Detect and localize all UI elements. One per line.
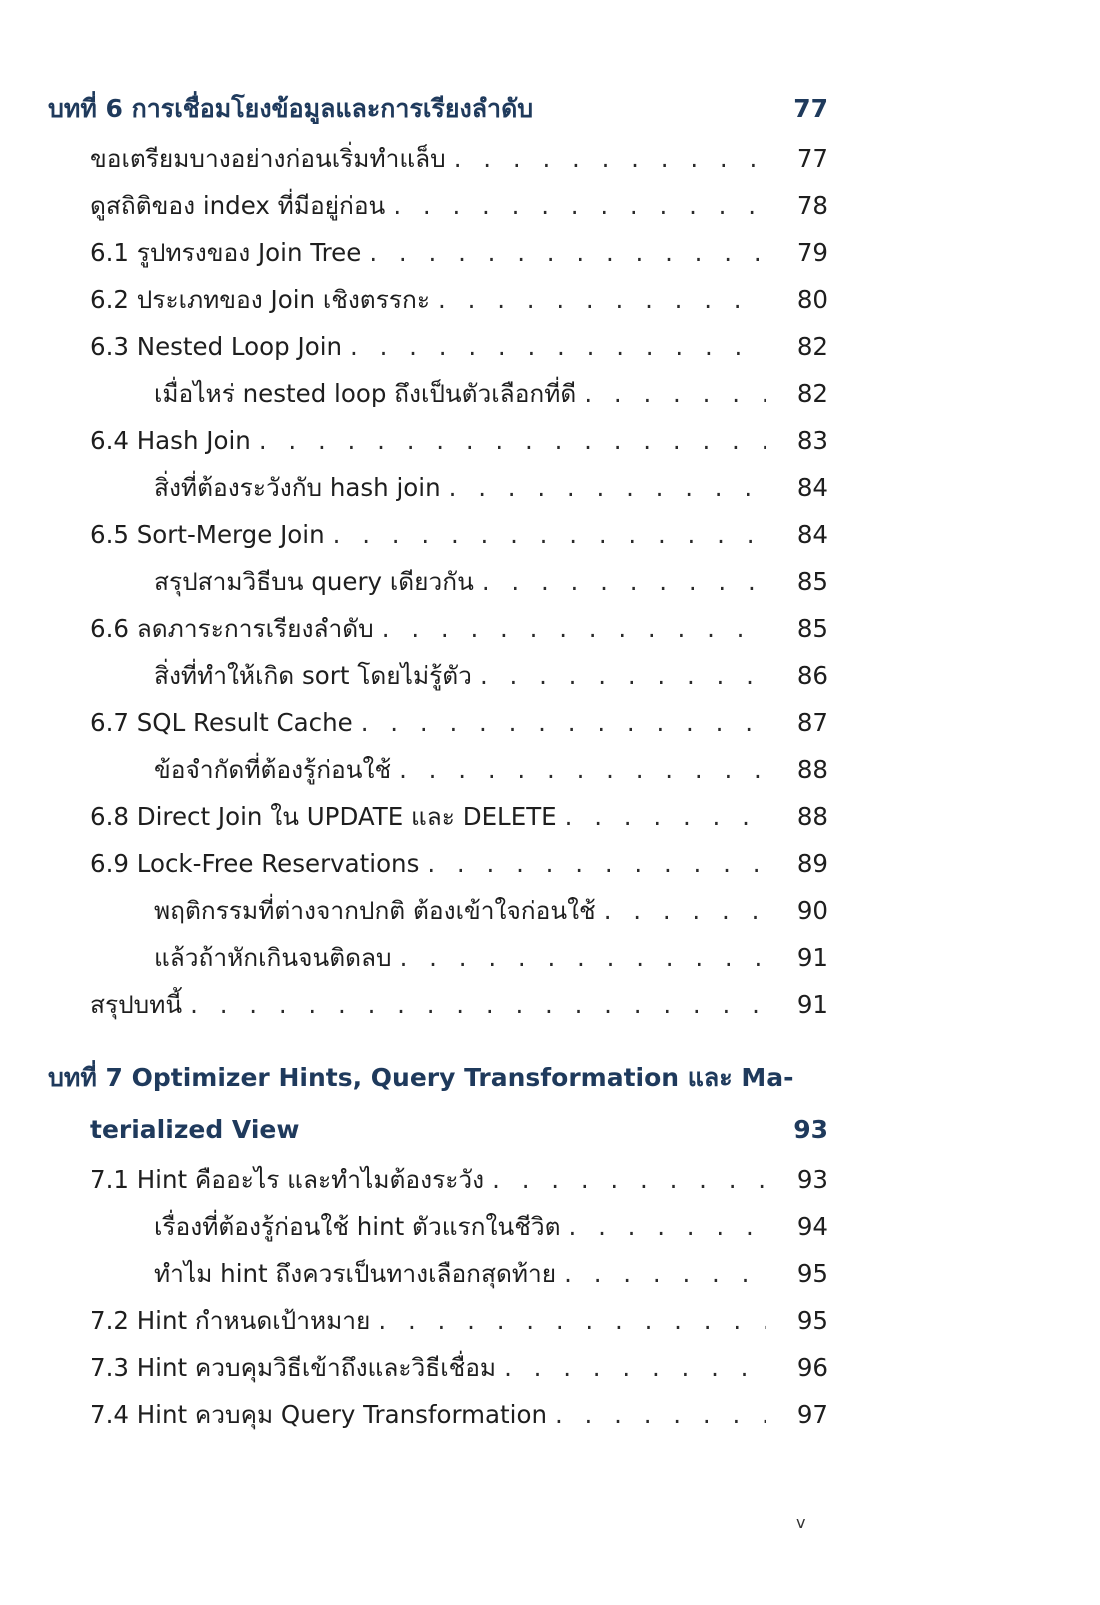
entry-title: สรุปสามวิธีบน query เดียวกัน: [154, 567, 474, 596]
entry-page-number: 83: [796, 426, 828, 455]
toc-subentry[interactable]: [48, 464, 828, 511]
entry-title: 6.4 Hash Join: [90, 426, 251, 455]
dot-leader: [392, 934, 766, 981]
entry-page-number: 90: [796, 896, 828, 925]
entry-title: 6.7 SQL Result Cache: [90, 708, 353, 737]
toc-entry[interactable]: [48, 511, 828, 558]
toc-entry[interactable]: [48, 1344, 828, 1391]
chapter-6-heading[interactable]: [48, 83, 828, 135]
dot-leader: [325, 511, 766, 558]
entry-title: 7.1 Hint คืออะไร และทำไมต้องระวัง: [90, 1165, 485, 1194]
entry-title: เรื่องที่ต้องรู้ก่อนใช้ hint ตัวแรกในชีวิต: [154, 1212, 561, 1241]
entry-title: 7.2 Hint กำหนดเป้าหมาย: [90, 1306, 371, 1335]
entry-page-number: 91: [796, 990, 828, 1019]
dot-leader: [391, 746, 766, 793]
dot-leader: [446, 135, 766, 182]
entry-title: 6.3 Nested Loop Join: [90, 332, 343, 361]
dot-leader: [596, 887, 766, 934]
dot-leader: [385, 182, 766, 229]
toc-entry[interactable]: [48, 793, 828, 840]
entry-page-number: 97: [796, 1400, 828, 1429]
entry-page-number: 85: [796, 567, 828, 596]
dot-leader: [547, 1391, 766, 1438]
entry-page-number: 88: [796, 802, 828, 831]
dot-leader: [182, 981, 766, 1028]
entry-page-number: 95: [796, 1306, 828, 1335]
dot-leader: [370, 1297, 766, 1344]
chapter-page-number: 77: [793, 94, 828, 123]
dot-leader: [353, 699, 766, 746]
entry-title: สิ่งที่ต้องระวังกับ hash join: [154, 473, 441, 502]
dot-leader: [474, 558, 766, 605]
entry-page-number: 95: [796, 1259, 828, 1288]
entry-title: สิ่งที่ทำให้เกิด sort โดยไม่รู้ตัว: [154, 661, 472, 690]
dot-leader: [556, 1250, 766, 1297]
entry-page-number: 93: [796, 1165, 828, 1194]
chapter-title-line-2: [48, 1104, 828, 1156]
chapter-title-part-1: บทที่ 7 Optimizer Hints, Query Transformation และ Ma-: [48, 1063, 794, 1092]
dot-leader: [342, 323, 766, 370]
chapter-6-entries: [48, 135, 828, 1028]
dot-leader: [484, 1156, 766, 1203]
dot-leader: [496, 1344, 766, 1391]
toc-subentry[interactable]: [48, 1203, 828, 1250]
chapter-title-part-2: terialized View: [90, 1115, 300, 1144]
toc-subentry[interactable]: [48, 1250, 828, 1297]
entry-page-number: 89: [796, 849, 828, 878]
toc-entry[interactable]: [48, 981, 828, 1028]
page-folio: v: [796, 1513, 806, 1532]
toc-entry[interactable]: [48, 1391, 828, 1438]
toc-entry[interactable]: [48, 323, 828, 370]
entry-page-number: 88: [796, 755, 828, 784]
entry-title: 7.3 Hint ควบคุมวิธีเข้าถึงและวิธีเชื่อม: [90, 1353, 497, 1382]
toc-entry[interactable]: [48, 417, 828, 464]
dot-leader: [374, 605, 766, 652]
entry-title: 6.1 รูปทรงของ Join Tree: [90, 238, 362, 267]
toc-entry[interactable]: [48, 276, 828, 323]
dot-leader: [557, 793, 766, 840]
entry-title: 7.4 Hint ควบคุม Query Transformation: [90, 1400, 547, 1429]
dot-leader: [576, 370, 766, 417]
dot-leader: [251, 417, 766, 464]
entry-title: แล้วถ้าหักเกินจนติดลบ: [154, 943, 392, 972]
entry-title: ขอเตรียมบางอย่างก่อนเริ่มทำแล็บ: [90, 144, 446, 173]
chapter-title-line-1: [48, 1052, 828, 1104]
entry-title: 6.5 Sort-Merge Join: [90, 520, 325, 549]
chapter-7-entries: [48, 1156, 828, 1438]
dot-leader: [361, 229, 766, 276]
chapter-spacer: [48, 1028, 828, 1052]
entry-page-number: 79: [796, 238, 828, 267]
dot-leader: [430, 276, 766, 323]
entry-page-number: 77: [796, 144, 828, 173]
entry-page-number: 96: [796, 1353, 828, 1382]
entry-page-number: 78: [796, 191, 828, 220]
entry-title: ดูสถิติของ index ที่มีอยู่ก่อน: [90, 191, 386, 220]
dot-leader: [441, 464, 766, 511]
dot-leader: [472, 652, 766, 699]
entry-title: 6.8 Direct Join ใน UPDATE และ DELETE: [90, 802, 557, 831]
chapter-title: บทที่ 6 การเชื่อมโยงข้อมูลและการเรียงลำดับ: [48, 94, 534, 123]
toc-subentry[interactable]: [48, 934, 828, 981]
entry-page-number: 80: [796, 285, 828, 314]
entry-title: ข้อจำกัดที่ต้องรู้ก่อนใช้: [154, 755, 392, 784]
toc-subentry[interactable]: [48, 887, 828, 934]
entry-title: 6.6 ลดภาระการเรียงลำดับ: [90, 614, 374, 643]
entry-page-number: 86: [796, 661, 828, 690]
entry-title: สรุปบทนี้: [90, 990, 183, 1019]
toc-subentry[interactable]: [48, 558, 828, 605]
dot-leader: [561, 1203, 767, 1250]
entry-title: 6.9 Lock-Free Reservations: [90, 849, 420, 878]
table-of-contents: [48, 83, 828, 1438]
toc-entry[interactable]: [48, 1297, 828, 1344]
entry-page-number: 84: [796, 473, 828, 502]
toc-entry[interactable]: [48, 229, 828, 276]
chapter-7-heading[interactable]: [48, 1052, 828, 1156]
entry-page-number: 85: [796, 614, 828, 643]
toc-entry[interactable]: [48, 840, 828, 887]
dot-leader: [419, 840, 766, 887]
entry-page-number: 94: [796, 1212, 828, 1241]
toc-entry[interactable]: [48, 1156, 828, 1203]
chapter-page-number: 93: [793, 1115, 828, 1144]
toc-subentry[interactable]: [48, 370, 828, 417]
entry-page-number: 82: [796, 332, 828, 361]
entry-page-number: 91: [796, 943, 828, 972]
toc-entry[interactable]: [48, 135, 828, 182]
entry-title: 6.2 ประเภทของ Join เชิงตรรกะ: [90, 285, 431, 314]
toc-entry[interactable]: [48, 605, 828, 652]
toc-entry[interactable]: [48, 699, 828, 746]
toc-subentry[interactable]: [48, 746, 828, 793]
entry-title: เมื่อไหร่ nested loop ถึงเป็นตัวเลือกที่ดี: [154, 379, 577, 408]
entry-page-number: 87: [796, 708, 828, 737]
entry-page-number: 84: [796, 520, 828, 549]
entry-title: พฤติกรรมที่ต่างจากปกติ ต้องเข้าใจก่อนใช้: [154, 896, 596, 925]
toc-subentry[interactable]: [48, 652, 828, 699]
entry-page-number: 82: [796, 379, 828, 408]
entry-title: ทำไม hint ถึงควรเป็นทางเลือกสุดท้าย: [154, 1259, 557, 1288]
toc-entry[interactable]: [48, 182, 828, 229]
